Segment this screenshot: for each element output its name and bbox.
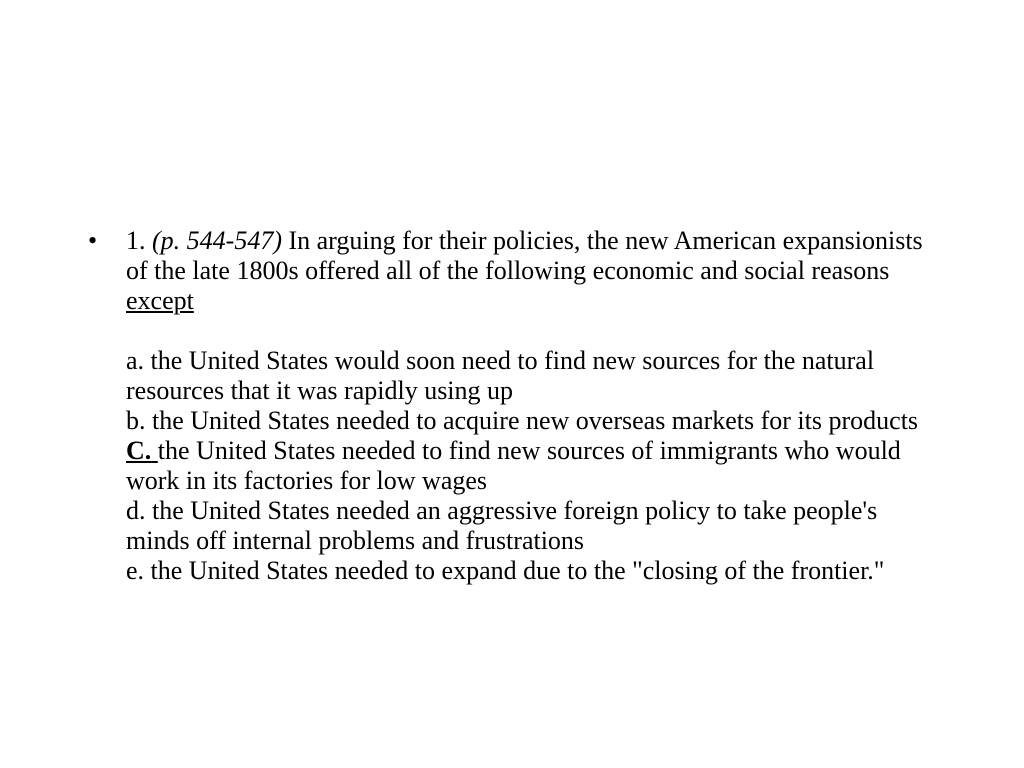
bullet-glyph: • bbox=[88, 226, 98, 255]
page-reference: (p. 544-547) bbox=[152, 226, 282, 255]
question-block bbox=[88, 226, 948, 586]
answer-option-d bbox=[126, 496, 941, 556]
option-text: the United States needed an aggressive foreign policy to take people's minds off internal problems and frustrations bbox=[126, 496, 878, 555]
option-letter: d. bbox=[126, 496, 146, 525]
answer-option-a bbox=[126, 346, 941, 406]
answer-option-e bbox=[126, 556, 941, 586]
correct-option-letter bbox=[126, 436, 158, 465]
option-text: the United States needed to expand due to the "closing of the frontier." bbox=[150, 556, 885, 585]
option-letter: e. bbox=[126, 556, 145, 585]
question-number: 1. bbox=[126, 226, 146, 255]
option-text: the United States needed to acquire new overseas markets for its products bbox=[152, 406, 919, 435]
question-content bbox=[126, 226, 941, 586]
question-text: In arguing for their policies, the new American expansionists of the late 1800s offered all of the following economic and social reasons bbox=[126, 226, 923, 285]
option-letter: C. bbox=[126, 436, 152, 465]
answer-option-c bbox=[126, 436, 941, 496]
spacer bbox=[126, 316, 941, 346]
option-text: the United States needed to find new sources of immigrants who would work in its factories for low wages bbox=[126, 436, 901, 495]
option-text: the United States would soon need to find new sources for the natural resources that it was rapidly using up bbox=[126, 346, 875, 405]
emphasis-word: except bbox=[126, 286, 194, 315]
question-stem bbox=[126, 226, 941, 316]
option-letter: b. bbox=[126, 406, 146, 435]
option-letter: a. bbox=[126, 346, 145, 375]
answer-option-b bbox=[126, 406, 941, 436]
